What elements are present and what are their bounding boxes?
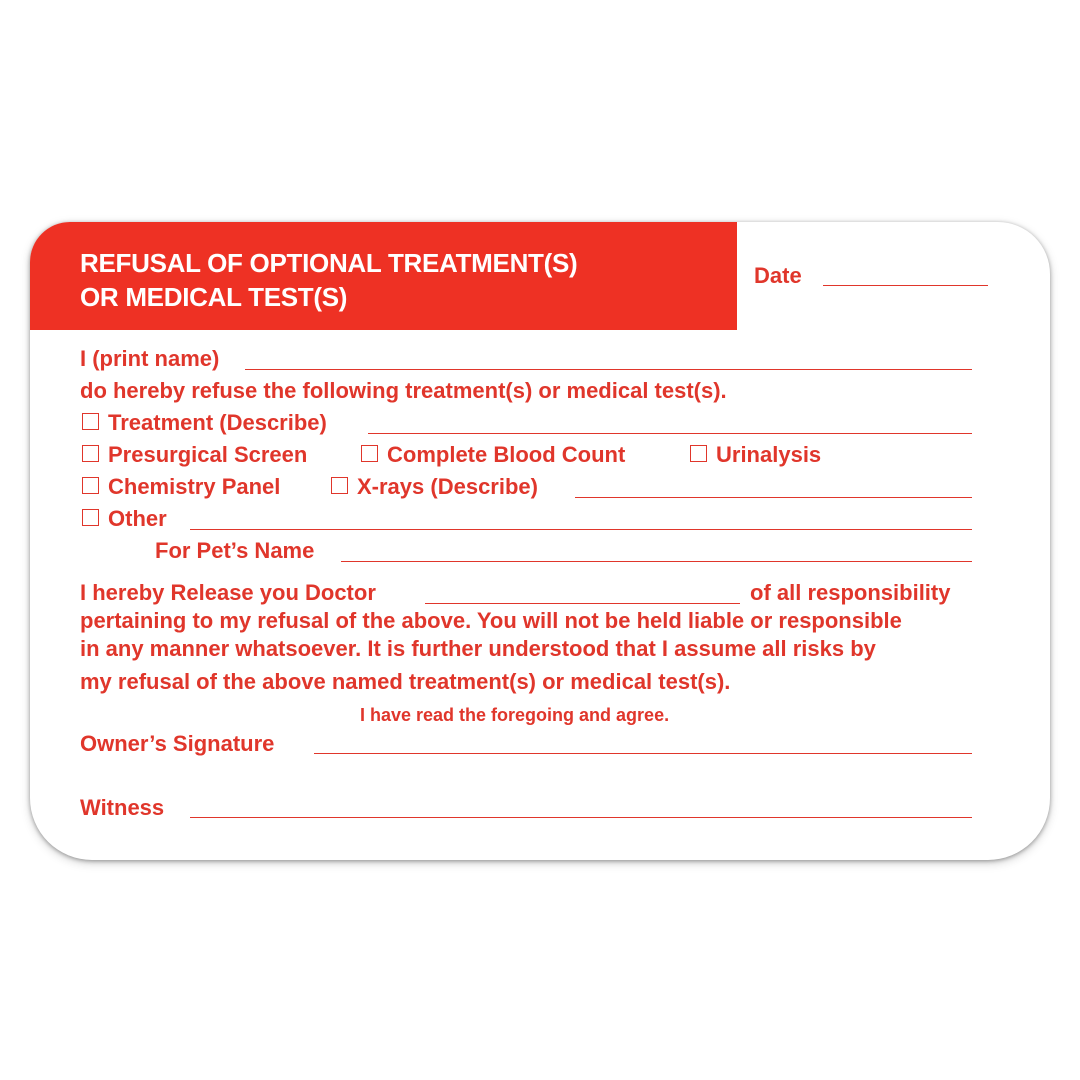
urinalysis-checkbox[interactable] xyxy=(690,445,707,462)
form-title-line2: OR MEDICAL TEST(S) xyxy=(80,282,348,312)
treatment-describe-field[interactable] xyxy=(368,433,972,434)
print-name-label: I (print name) xyxy=(80,346,220,371)
xrays-checkbox[interactable] xyxy=(331,477,348,494)
other-field[interactable] xyxy=(190,529,972,530)
print-name-field[interactable] xyxy=(245,369,972,370)
date-field[interactable] xyxy=(823,285,988,286)
release-prefix: I hereby Release you Doctor xyxy=(80,580,376,605)
form-title xyxy=(80,246,577,314)
cbc-checkbox[interactable] xyxy=(361,445,378,462)
release-suffix: of all responsibility xyxy=(750,580,951,605)
pet-name-label: For Pet’s Name xyxy=(155,538,315,563)
release-line-4: my refusal of the above named treatment(s) or medical test(s). xyxy=(80,669,731,694)
xrays-describe-field[interactable] xyxy=(575,497,972,498)
urinalysis-label: Urinalysis xyxy=(716,442,822,467)
agree-statement: I have read the foregoing and agree. xyxy=(360,705,670,725)
form-title-line1: REFUSAL OF OPTIONAL TREATMENT(S) xyxy=(80,248,578,278)
release-line-2: pertaining to my refusal of the above. You will not be held liable or responsible xyxy=(80,608,902,633)
owner-signature-label: Owner’s Signature xyxy=(80,731,275,756)
presurgical-checkbox[interactable] xyxy=(82,445,99,462)
treatment-checkbox[interactable] xyxy=(82,413,99,430)
date-label: Date xyxy=(754,263,802,288)
witness-label: Witness xyxy=(80,795,165,820)
owner-signature-field[interactable] xyxy=(314,753,972,754)
release-line-3: in any manner whatsoever. It is further understood that I assume all risks by xyxy=(80,636,876,661)
cbc-label: Complete Blood Count xyxy=(387,442,626,467)
treatment-label: Treatment (Describe) xyxy=(108,410,327,435)
pet-name-field[interactable] xyxy=(341,561,972,562)
presurgical-label: Presurgical Screen xyxy=(108,442,308,467)
title-banner xyxy=(30,222,737,330)
other-checkbox[interactable] xyxy=(82,509,99,526)
refusal-form-label xyxy=(30,222,1050,860)
doctor-name-field[interactable] xyxy=(425,603,740,604)
chemistry-label: Chemistry Panel xyxy=(108,474,281,499)
witness-field[interactable] xyxy=(190,817,972,818)
other-label: Other xyxy=(108,506,167,531)
xrays-label: X-rays (Describe) xyxy=(357,474,538,499)
refuse-statement: do hereby refuse the following treatment(s) or medical test(s). xyxy=(80,378,727,403)
chemistry-checkbox[interactable] xyxy=(82,477,99,494)
